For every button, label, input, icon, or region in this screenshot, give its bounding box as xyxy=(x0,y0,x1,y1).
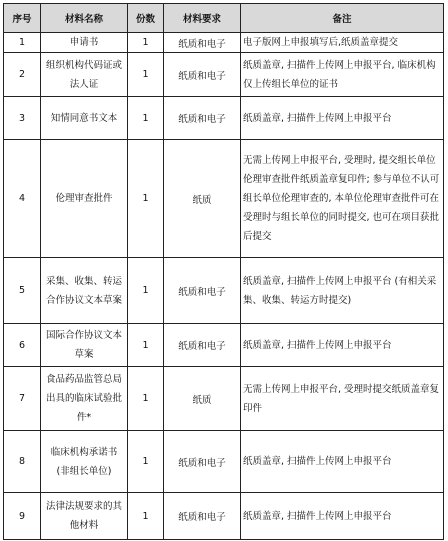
header-copies: 份数 xyxy=(128,4,164,33)
material-requirement: 纸质和电子 xyxy=(164,431,241,493)
table-row xyxy=(4,367,444,431)
remark-text: 纸质盖章, 扫描件上传网上申报平台 xyxy=(241,324,444,367)
table-row xyxy=(4,431,444,493)
material-requirement: 纸质和电子 xyxy=(164,258,241,324)
table-row xyxy=(4,258,444,324)
row-number: 7 xyxy=(4,367,41,431)
material-name: 临床机构承诺书 (非组长单位) xyxy=(41,431,128,493)
header-requirement: 材料要求 xyxy=(164,4,241,33)
material-name: 组织机构代码证或法人证 xyxy=(41,53,128,97)
row-number: 4 xyxy=(4,140,41,258)
table-row xyxy=(4,33,444,53)
material-requirement: 纸质和电子 xyxy=(164,493,241,540)
material-name: 采集、收集、转运合作协议文本草案 xyxy=(41,258,128,324)
material-name: 申请书 xyxy=(41,33,128,53)
material-requirement: 纸质 xyxy=(164,367,241,431)
table-row xyxy=(4,53,444,97)
remark-text: 纸质盖章, 扫描件上传网上申报平台 xyxy=(241,97,444,140)
materials-table xyxy=(3,3,444,540)
table-row xyxy=(4,493,444,540)
remark-text: 无需上传网上申报平台, 受理时, 提交组长单位伦理审查批件纸质盖章复印件; 参与单位不认可组长单位伦理审查的, 本单位伦理审查批件可在受理时与组长单位的同时提交, 也可在项目获批后提交 xyxy=(241,140,444,258)
material-requirement: 纸质和电子 xyxy=(164,97,241,140)
copies-count: 1 xyxy=(128,493,164,540)
material-requirement: 纸质和电子 xyxy=(164,53,241,97)
row-number: 8 xyxy=(4,431,41,493)
row-number: 2 xyxy=(4,53,41,97)
material-requirement: 纸质 xyxy=(164,140,241,258)
material-name: 知情同意书文本 xyxy=(41,97,128,140)
remark-text: 纸质盖章, 扫描件上传网上申报平台 (有相关采集、收集、转运方时提交) xyxy=(241,258,444,324)
material-requirement: 纸质和电子 xyxy=(164,324,241,367)
header-remarks: 备注 xyxy=(241,4,444,33)
row-number: 5 xyxy=(4,258,41,324)
copies-count: 1 xyxy=(128,367,164,431)
remark-text: 纸质盖章, 扫描件上传网上申报平台 xyxy=(241,493,444,540)
table-row xyxy=(4,324,444,367)
material-name: 食品药品监管总局出具的临床试验批件* xyxy=(41,367,128,431)
header-material-name: 材料名称 xyxy=(41,4,128,33)
copies-count: 1 xyxy=(128,33,164,53)
copies-count: 1 xyxy=(128,140,164,258)
remark-text: 无需上传网上申报平台, 受理时提交纸质盖章复印件 xyxy=(241,367,444,431)
material-name: 国际合作协议文本草案 xyxy=(41,324,128,367)
copies-count: 1 xyxy=(128,97,164,140)
row-number: 9 xyxy=(4,493,41,540)
row-number: 1 xyxy=(4,33,41,53)
material-requirement: 纸质和电子 xyxy=(164,33,241,53)
copies-count: 1 xyxy=(128,431,164,493)
remark-text: 纸质盖章, 扫描件上传网上申报平台, 临床机构仅上传组长单位的证书 xyxy=(241,53,444,97)
row-number: 3 xyxy=(4,97,41,140)
copies-count: 1 xyxy=(128,53,164,97)
table-row xyxy=(4,140,444,258)
row-number: 6 xyxy=(4,324,41,367)
table-row xyxy=(4,97,444,140)
remark-text: 电子版网上申报填写后,纸质盖章提交 xyxy=(241,33,444,53)
material-name: 伦理审查批件 xyxy=(41,140,128,258)
header-serial-number: 序号 xyxy=(4,4,41,33)
material-name: 法律法规要求的其他材料 xyxy=(41,493,128,540)
header-row xyxy=(4,4,444,33)
copies-count: 1 xyxy=(128,258,164,324)
copies-count: 1 xyxy=(128,324,164,367)
remark-text: 纸质盖章, 扫描件上传网上申报平台 xyxy=(241,431,444,493)
